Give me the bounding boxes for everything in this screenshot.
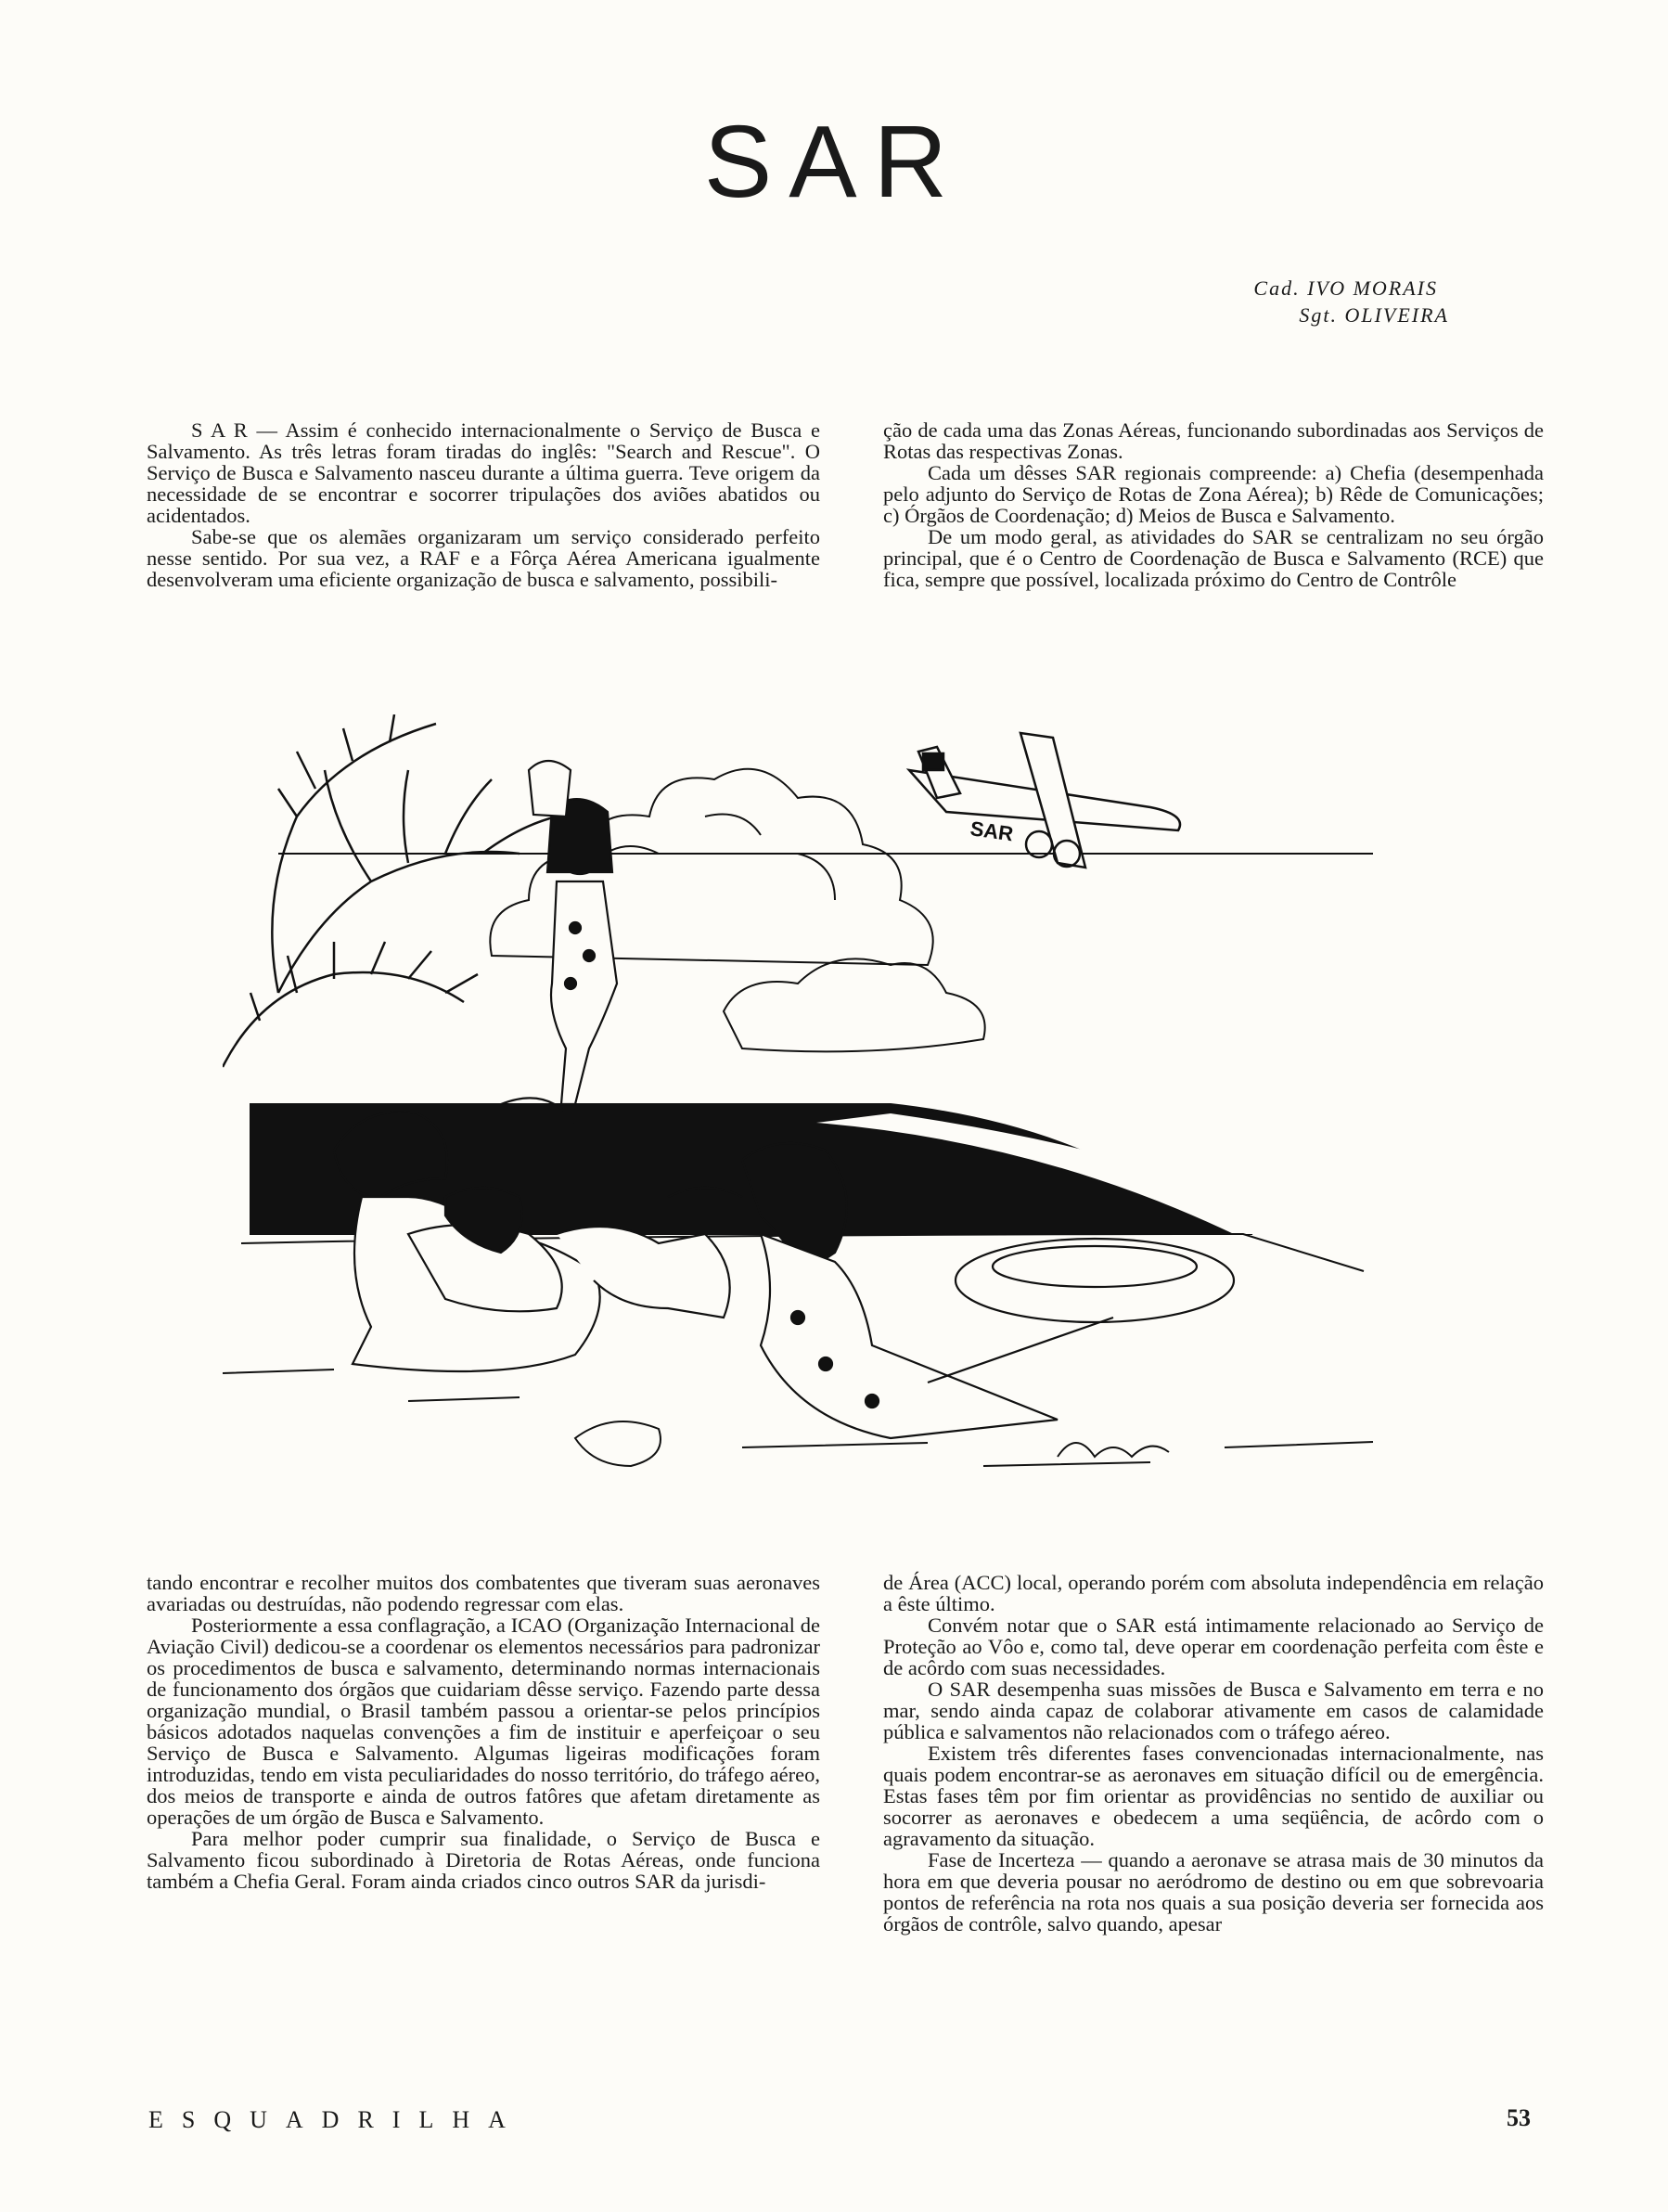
life-raft [928, 1239, 1234, 1382]
paragraph: O SAR desempenha suas missões de Busca e Salvamento em terra e no mar, sendo ainda capaz de colaborar ativamente em casos de calamidade pública e salvamentos não relacionados com o tráfego aéreo. [883, 1678, 1544, 1743]
paragraph: Posteriormente a essa conflagração, a ICAO (Organização Internacional de Aviação Civil) dedicou-se a coordenar os elementos necessários para padronizar os procedimentos de busca e salvamento, determinando normas internacionais de funcionamento dos órgãos que cuidariam dêsse serviço. Fazendo parte dessa organização mundial, o Brasil também passou a orientar-se pelos princípios básicos adotados naquelas convenções a fim de instituir e aperfeiçoar o seu Serviço de Busca e Salvamento. Algumas ligeiras modificações foram introduzidas, tendo em vista peculiaridades do nosso território, do tráfego aéreo, dos meios de transporte e ainda de outros fatôres que afetam diretamente as operações de um órgão de Busca e Salvamento. [147, 1614, 820, 1829]
author-2: Sgt. OLIVEIRA [1299, 303, 1449, 327]
paragraph: ção de cada uma das Zonas Aéreas, funcionando subordinadas aos Serviços de Rotas das respectivas Zonas. [883, 418, 1544, 463]
beach-illustration [223, 714, 1456, 1522]
paragraph: Para melhor poder cumprir sua finalidade, o Serviço de Busca e Salvamento ficou subordinado à Diretoria de Rotas Aéreas, onde funciona também a Chefia Geral. Foram ainda criados cinco outros SAR da jurisdi- [147, 1827, 820, 1893]
paragraph: Convém notar que o SAR está intimamente relacionado ao Serviço de Proteção ao Vôo e, como tal, deve operar em coordenação perfeita com êste e de acôrdo com suas necessidades. [883, 1614, 1544, 1679]
paragraph: Existem três diferentes fases convencionadas internacionalmente, nas quais podem encontrar-se as aeronaves em situação difícil ou de emergência. Estas fases têm por fim orientar as providências no sentido de auxiliar ou socorrer as aeronaves e obedecem a uma seqüência, de acôrdo com o agravamento da situação. [883, 1742, 1544, 1850]
paragraph: de Área (ACC) local, operando porém com absoluta independência em relação a êste último. [883, 1571, 1544, 1615]
plane-marking: SAR [969, 817, 1015, 846]
paragraph: Cada um dêsses SAR regionais compreende: a) Chefia (desempenhada pelo adjunto do Serviço de Rotas de Zona Aérea); b) Rêde de Comunicações; c) Órgãos de Coordenação; d) Meios de Busca e Salvamento. [883, 461, 1544, 527]
page-number: 53 [1507, 2104, 1531, 2131]
paragraph: tando encontrar e recolher muitos dos combatentes que tiveram suas aeronaves avariadas ou destruídas, não podendo regressar com elas. [147, 1571, 820, 1615]
column-top-left [147, 419, 820, 590]
magazine-name: ESQUADRILHA [148, 2106, 524, 2133]
airplane-icon [909, 733, 1180, 868]
paragraph: Sabe-se que os alemães organizaram um serviço considerado perfeito nesse sentido. Por sua vez, a RAF e a Fôrça Aérea Americana igualmente desenvolveram uma eficiente organização de busca e salvamento, possibili- [147, 525, 820, 591]
page-title: SAR [703, 105, 965, 219]
paragraph: De um modo geral, as atividades do SAR se centralizam no seu órgão principal, que é o Centro de Coordenação de Busca e Salvamento (RCE) que fica, sempre que possível, localizada próximo do Centro de Contrôle [883, 525, 1544, 591]
paragraph: Fase de Incerteza — quando a aeronave se atrasa mais de 30 minutos da hora em que deveria pousar no aeródromo de destino ou em que sobrevoaria pontos de referência na rota nos quais a sua posição deveria ser fornecida aos órgãos de contrôle, salvo quando, apesar [883, 1848, 1544, 1936]
column-bottom-right [883, 1572, 1544, 1935]
paragraph: S A R — Assim é conhecido internacionalmente o Serviço de Busca e Salvamento. As três letras foram tiradas do inglês: "Search and Rescue". O Serviço de Busca e Salvamento nasceu durante a última guerra. Teve origem da necessidade de se encontrar e socorrer tripulações dos aviões abatidos ou acidentados. [147, 418, 820, 527]
goggles-icon [575, 1421, 661, 1466]
author-1: Cad. IVO MORAIS [1253, 276, 1438, 300]
column-top-right [883, 419, 1544, 590]
byline [1253, 275, 1449, 328]
column-bottom-left [147, 1572, 820, 1892]
woman-with-jug [529, 761, 617, 1104]
palm-tree-icon [223, 714, 557, 1067]
